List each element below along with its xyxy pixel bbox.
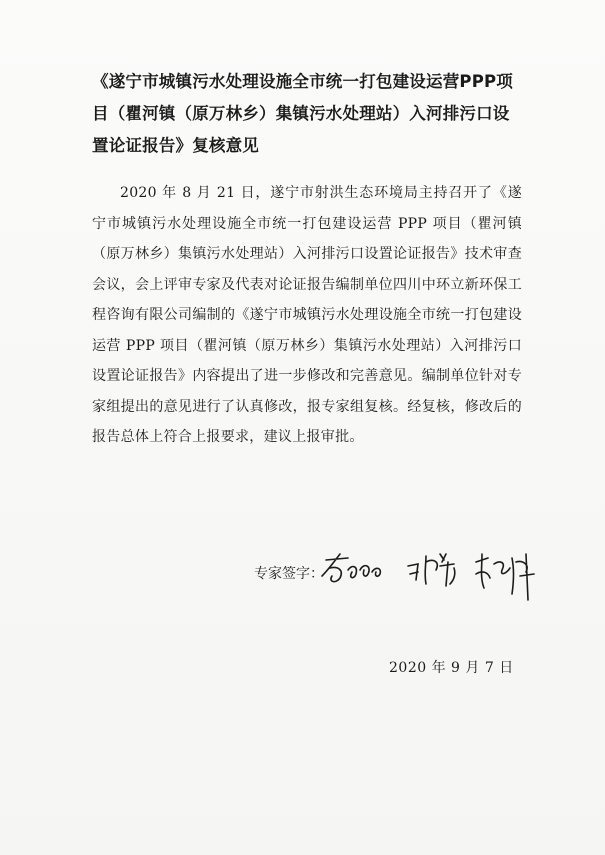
signature-3 [470, 540, 542, 606]
document-title: 《遂宁市城镇污水处理设施全市统一打包建设运营PPP项目（瞿河镇（原万林乡）集镇污水处理站）入河排污口设置论证报告》复核意见 [92, 72, 513, 155]
signature-1 [318, 540, 398, 590]
document-date: 2020 年 9 月 7 日 [389, 660, 514, 676]
signature-2 [404, 540, 464, 590]
document-body: 2020 年 8 月 21 日，遂宁市射洪生态环境局主持召开了《遂宁市城镇污水处理设施全市统一打包建设运营 PPP 项目（瞿河镇（原万林乡）集镇污水处理站）入河排污口设置论证报告》技术审查会议，会上评审专家及代表对论证报告编制单位四川中环立新环保工程咨询有限公司编制的《遂宁市城镇污水处理设施全市统一打包建设运营 PPP 项目（瞿河镇（原万林乡）集镇污水处理站）入河排污口设置论证报告》内容提出了进一步修改和完善意见。编制单位针对专家组提出的意见进行了认真修改，报专家组复核。经复核，修改后的报告总体上符合上报要求，建议上报审批。 [92, 185, 522, 445]
signature-label: 专家签字： [254, 566, 324, 582]
